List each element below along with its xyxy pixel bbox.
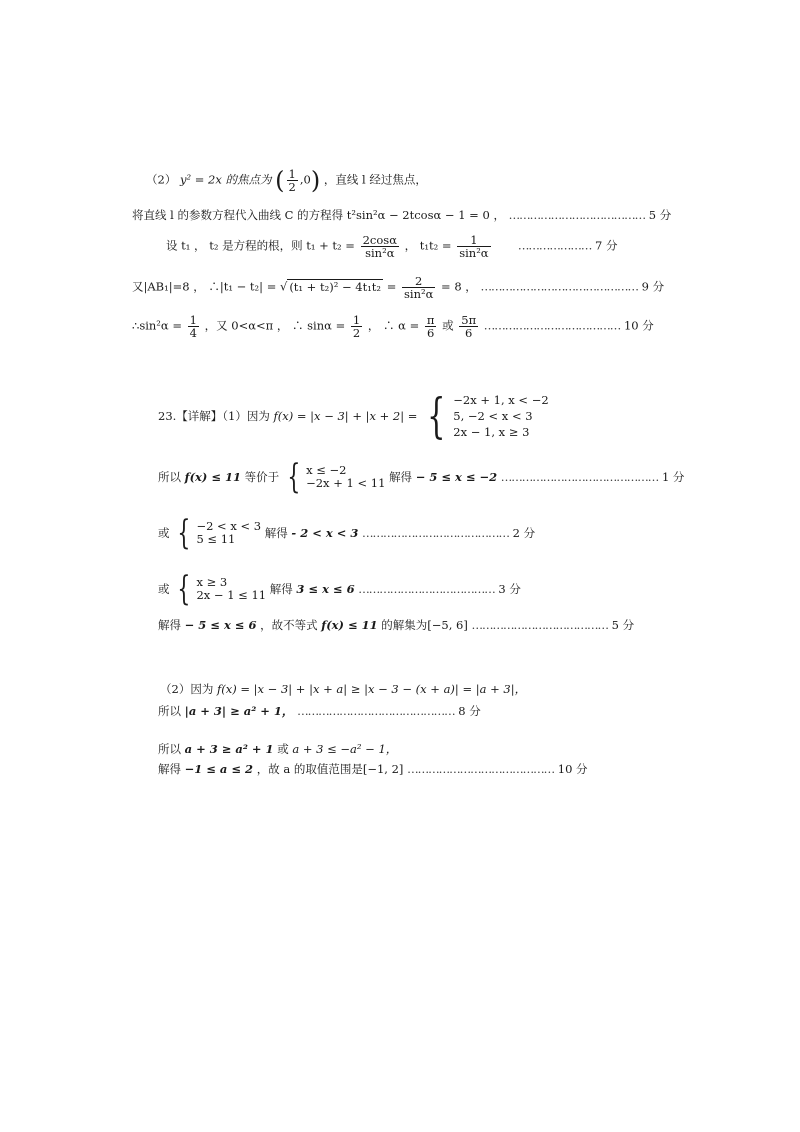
dots: ………………………………… (483, 318, 621, 333)
substitute-line (132, 208, 671, 222)
alpha-text-3: ， ∴ α = (367, 318, 420, 333)
left-paren: ( (275, 166, 285, 195)
alpha-line (132, 314, 654, 339)
product-fraction: $\frac{1}{\text{sin²α}}$ (459, 233, 489, 260)
score: 10 分 (623, 318, 654, 333)
part2-parabola-line (146, 168, 427, 193)
text: ，故不等式 (260, 618, 318, 632)
focus-fraction: $\frac{1}{2}$ (288, 167, 296, 194)
result: 3 ≤ x ≤ 6 (296, 582, 355, 596)
left-brace: { (177, 569, 191, 609)
expression-2: a + 3 ≤ −a² − 1， (292, 742, 398, 756)
cases: x ≤ −2 −2x + 1 < 11 (306, 463, 386, 490)
fraction-4: $\frac{5\pi}{6}$ (461, 313, 477, 340)
expression: f(x) = |x − 3| + |x + a| ≥ |x − 3 − (x + a)| = |a + 3|， (216, 682, 527, 696)
result: − 5 ≤ x ≤ −2 (415, 470, 498, 484)
parabola-text-2: ，直线 l 经过焦点， (323, 172, 427, 187)
text: 解得 (269, 582, 293, 596)
roots-text: 设 t₁ ， t₂ 是方程的根，则 t₁ + t₂ = (166, 238, 355, 253)
dots: ……………………………………… (500, 470, 659, 484)
result: − 5 ≤ x ≤ 6 (184, 618, 257, 632)
alpha-text-1: ∴sin²α = (132, 318, 182, 333)
ab-text: 又|AB₁|=8 ， ∴|t₁ − t₂| = (132, 279, 277, 294)
expression: |a + 3| ≥ a² + 1， (184, 704, 294, 718)
q23-part2-line-d (158, 762, 588, 776)
cases: x ≥ 3 2x − 1 ≤ 11 (196, 575, 267, 602)
text: 解得 (264, 526, 288, 540)
parabola-text: y² = 2x 的焦点为 (179, 172, 272, 187)
score: 5 分 (648, 208, 672, 222)
left-brace: { (287, 457, 301, 497)
sum-fraction: $\frac{2\cos\alpha}{\text{sin²α}}$ (362, 233, 397, 260)
text: 解得 (389, 470, 413, 484)
dots: ………………………………… (358, 582, 495, 596)
q23-step2-line (158, 513, 536, 553)
text: ，故 a 的取值范围是[−1, 2] (256, 762, 404, 776)
dots: ………………… (517, 238, 592, 253)
piecewise-cases (453, 392, 548, 440)
part-label: （2） (146, 172, 177, 187)
q23-part2-line-b (158, 704, 481, 718)
text: 或 (158, 526, 170, 540)
inequality: f(x) ≤ 11 (321, 618, 378, 632)
text: 所以 (158, 704, 181, 718)
dots: ……………………………………… (480, 279, 638, 294)
dots: ……………………………………… (297, 704, 455, 718)
case: −2x + 1, x < −2 (453, 393, 549, 407)
score: 3 分 (498, 582, 521, 596)
result: −1 ≤ a ≤ 2 (184, 762, 254, 776)
dots: …………………………………… (407, 762, 555, 776)
q23-conclusion-line (158, 618, 634, 632)
fraction-1: $\frac{1}{4}$ (189, 313, 197, 340)
score: 8 分 (458, 704, 481, 718)
case: 2x − 1, x ≥ 3 (453, 425, 530, 439)
score: 10 分 (557, 762, 588, 776)
q23-step3-line (158, 569, 521, 609)
alpha-text-4: 或 (442, 318, 454, 333)
text: 的解集为[−5, 6] (381, 618, 468, 632)
q23-part2-line-a (160, 682, 526, 696)
fraction-2: $\frac{1}{2}$ (352, 313, 361, 340)
text: 解得 (158, 618, 181, 632)
left-brace: { (177, 513, 191, 553)
cases: −2 < x < 3 5 ≤ 11 (196, 519, 262, 546)
text: 等价于 (244, 470, 280, 484)
score: 5 分 (611, 618, 635, 632)
q23-step1-line (158, 457, 685, 497)
ab-line (132, 275, 664, 300)
score: 9 分 (641, 279, 665, 294)
text: （2）因为 (160, 682, 214, 696)
ab-fraction: $\frac{2}{\text{sin²α}}$ (404, 274, 434, 301)
roots-line (166, 234, 618, 259)
dots: …………………………………… (362, 526, 510, 540)
expression: a + 3 ≥ a² + 1 (184, 742, 274, 756)
dots: ………………………………… (471, 618, 608, 632)
focus-tail: ,0 (299, 172, 311, 187)
right-paren: ) (310, 166, 321, 195)
alpha-text-2: ，又 0<α<π ， ∴ sinα = (204, 318, 346, 333)
result: - 2 < x < 3 (291, 526, 359, 540)
fraction-3: $\frac{\pi}{6}$ (426, 313, 435, 340)
sqrt-content: (t₁ + t₂)² − 4t₁t₂ (289, 279, 382, 294)
equals: = (386, 279, 397, 294)
inequality: f(x) ≤ 11 (184, 470, 241, 484)
case: 5, −2 < x < 3 (453, 409, 533, 423)
q23-part2-line-c (158, 742, 397, 756)
text: 所以 (158, 742, 181, 756)
left-brace: { (427, 388, 446, 444)
score: 2 分 (512, 526, 536, 540)
text: 解得 (158, 762, 181, 776)
q23-header-line (158, 388, 549, 444)
text: 所以 (158, 470, 181, 484)
q23-expression: f(x) = |x − 3| + |x + 2| = (273, 409, 418, 423)
text: 或 (158, 582, 170, 596)
dots: ………………………………… (508, 208, 646, 222)
score: 1 分 (661, 470, 685, 484)
score: 7 分 (595, 238, 618, 253)
sqrt-symbol: √ (279, 279, 288, 294)
roots-text-2: ， t₁t₂ = (404, 238, 452, 253)
substitute-text: 将直线 l 的参数方程代入曲线 C 的方程得 t²sin²α − 2tcosα − 1 = 0 ， (132, 208, 505, 222)
q23-label: 23.【详解】（1）因为 (158, 409, 270, 423)
ab-text-2: = 8 ， (441, 279, 477, 294)
text: 或 (277, 742, 289, 756)
